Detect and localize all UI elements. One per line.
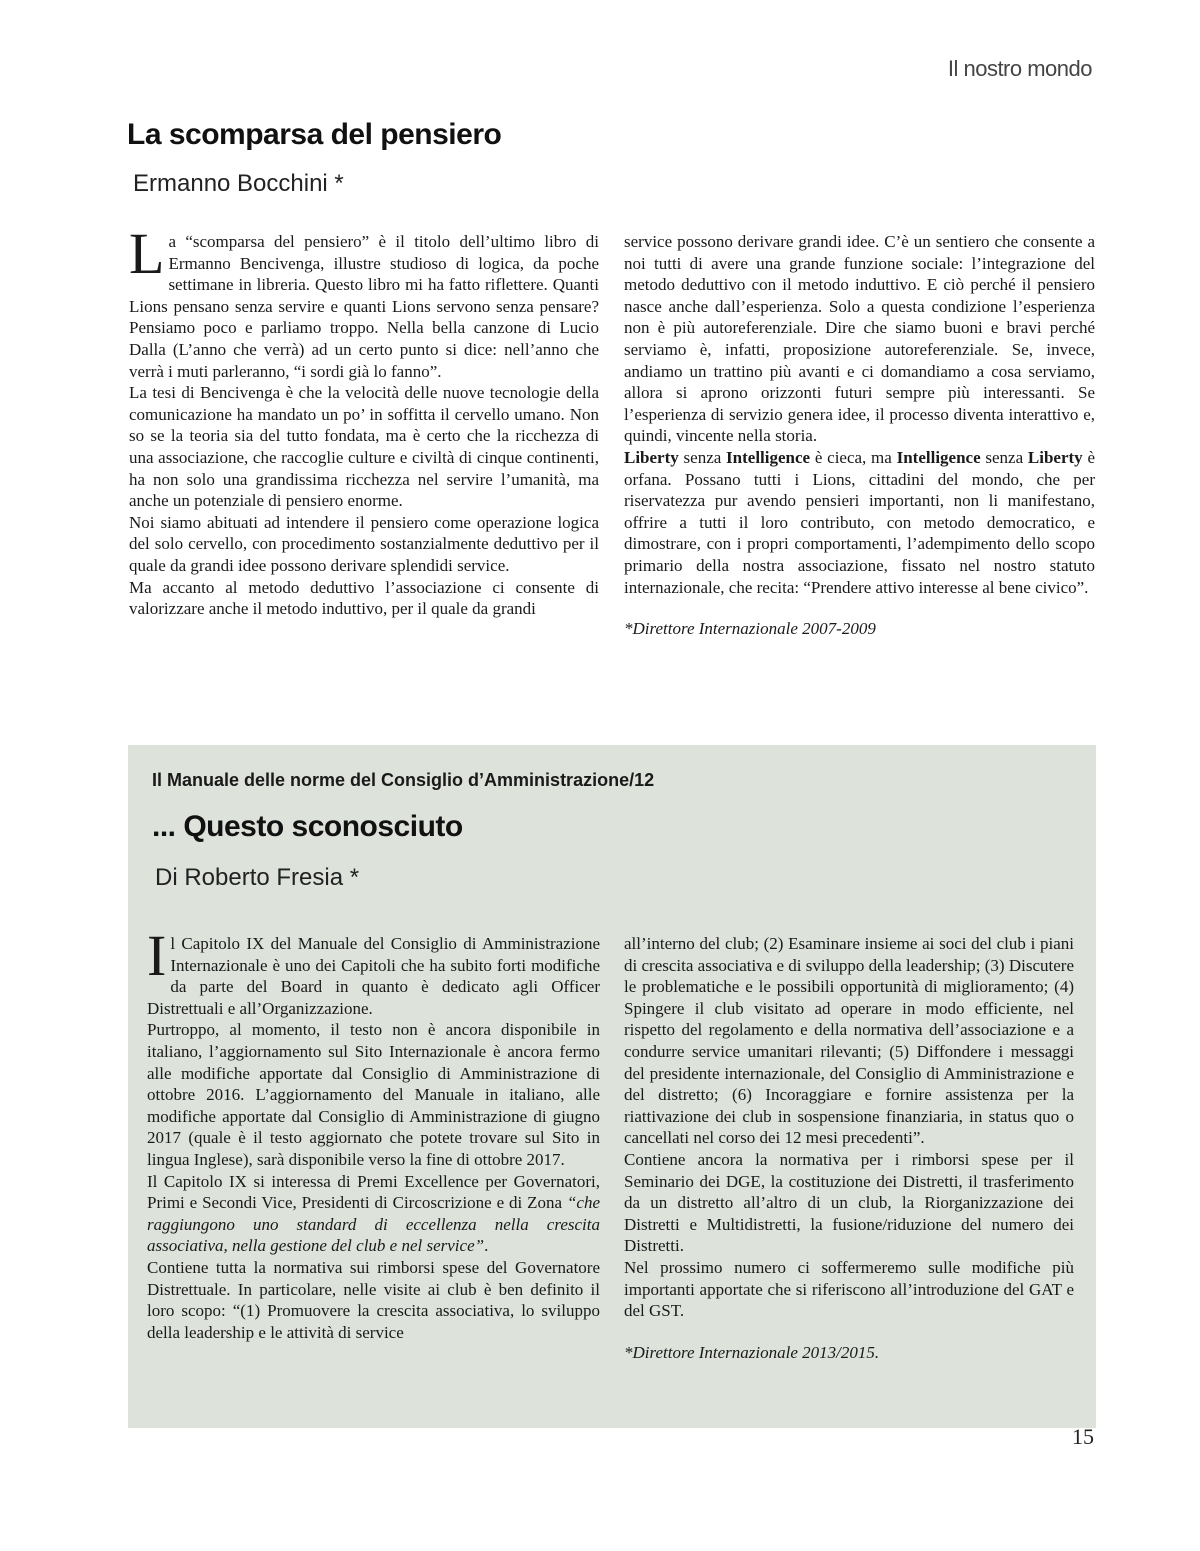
drop-cap: I — [147, 923, 167, 988]
paragraph: Nel prossimo numero ci soffermeremo sulle modifiche più importanti apportate che si riferiscono all’introduzione del GAT e del GST. — [624, 1257, 1074, 1321]
author-note: *Direttore Internazionale 2013/2015. — [624, 1342, 880, 1362]
box-author: Di Roberto Fresia * — [155, 864, 360, 891]
section-label: Il nostro mondo — [947, 56, 1092, 81]
paragraph: Il Capitolo IX del Manuale del Consiglio di Amministrazione Internazionale è uno dei Capitoli che ha subito forti modifiche da parte del Board in quanto è dedicato agli Officer Distrettuali e all’Organizzazione. — [147, 923, 600, 1018]
paragraph: Liberty senza Intelligence è cieca, ma Intelligence senza Liberty è orfana. Possano tutti i Lions, cittadini del mondo, che per riservatezza pur avendo pensieri importanti, non li manifestano, offrire a tutti il loro contributo, con metodo democratico, e dimostrare, con i propri comportamenti, l’adempimento dello scopo primario della nostra associazione, fissato nel nostro statuto internazionale, che recita: “Prendere attivo interesse al bene civico”. — [624, 447, 1095, 597]
drop-cap: L — [129, 221, 165, 286]
box-column-right — [624, 933, 1074, 1363]
article-column-right — [624, 231, 1095, 640]
paragraph: Contiene tutta la normativa sui rimborsi spese del Governatore Distrettuale. In particolare, nelle visite ai club è ben definito il loro scopo: “(1) Promuovere la crescita associativa, lo sviluppo della leadership e le attività di service — [147, 1257, 600, 1342]
author-note: *Direttore Internazionale 2007-2009 — [624, 619, 876, 639]
paragraph: Ma accanto al metodo deduttivo l’associazione ci consente di valorizzare anche il metodo induttivo, per il quale da grandi — [129, 577, 599, 619]
paragraph: Contiene ancora la normativa per i rimborsi spese per il Seminario dei DGE, la costituzione dei Distretti, il trasferimento da un distretto all’altro di un club, la Riorganizzazione dei Distretti e Multidistretti, la fusione/riduzione del numero dei Distretti. — [624, 1149, 1074, 1256]
paragraph: La “scomparsa del pensiero” è il titolo dell’ultimo libro di Ermanno Bencivenga, illustre studioso di logica, da poche settimane in libreria. Questo libro mi ha fatto riflettere. Quanti Lions pensano senza servire e quanti Lions servono senza pensare? Pensiamo poco e parliamo troppo. Nella bella canzone di Lucio Dalla (L’anno che verrà) ad un certo punto si dice: nell’anno che verrà i muti parleranno, “i sordi già lo fanno”. — [129, 221, 599, 381]
article-title: La scomparsa del pensiero — [127, 118, 502, 151]
paragraph: Il Capitolo IX si interessa di Premi Excellence per Governatori, Primi e Secondi Vice, Presidenti di Circoscrizione e di Zona “che raggiungono uno standard di eccellenza nella crescita associativa, nella gestione del club e nel service”. — [147, 1171, 600, 1256]
box-kicker: Il Manuale delle norme del Consiglio d’Amministrazione/12 — [152, 770, 655, 790]
paragraph: La tesi di Bencivenga è che la velocità delle nuove tecnologie della comunicazione ha mandato un po’ in soffitta il cervello umano. Non so se la teoria sia del tutto fondata, ma è certo che la ricchezza di una associazione, che raccoglie culture e civiltà di cinque continenti, ha non solo una grandissima ricchezza nel servire l’umanità, ma anche un potenziale di pensiero enorme. — [129, 383, 599, 511]
article-column-left — [129, 221, 599, 620]
paragraph: all’interno del club; (2) Esaminare insieme ai soci del club i piani di crescita associativa e di sviluppo della leadership; (3) Discutere le problematiche e le possibili opportunità di miglioramento; (4) Spingere il club visitato ad operare in modo efficiente, nel rispetto del regolamento e della normativa dell’associazione e a condurre service umanitari rilevanti; (5) Diffondere i messaggi del presidente internazionale, del Consiglio di Amministrazione e del distretto; (6) Incoraggiare e fornire assistenza per la riattivazione dei club in sospensione finanziaria, in status quo o cancellati nel corso dei 12 mesi precedenti”. — [624, 934, 1074, 1148]
paragraph: Noi siamo abituati ad intendere il pensiero come operazione logica del solo cervello, con procedimento sostanzialmente deduttivo per il quale da grandi idee possono derivare splendidi service. — [129, 512, 599, 575]
paragraph: service possono derivare grandi idee. C’è un sentiero che consente a noi tutti di avere una grande funzione sociale: l’integrazione del metodo deduttivo con il metodo induttivo. E ciò perché il pensiero nasce anche dall’esperienza. Solo a questa condizione l’esperienza non è più autoreferenziale. Dire che siamo buoni e bravi perché serviamo è, infatti, proposizione autoreferenziale. Se, invece, andiamo un trattino più avanti e ci domandiamo a cosa serviamo, allora si aprono orizzonti futuri sempre più interessanti. Se l’esperienza di servizio genera idee, il processo diventa interattivo e, quindi, vincente nella storia. — [624, 232, 1095, 446]
box-column-left — [147, 923, 600, 1343]
box-title: ... Questo sconosciuto — [152, 810, 463, 843]
page-number: 15 — [1072, 1424, 1094, 1449]
paragraph: Purtroppo, al momento, il testo non è ancora disponibile in italiano, l’aggiornamento sul Sito Internazionale è ancora fermo alle modifiche apportate dal Consiglio di Amministrazione di ottobre 2016. L’aggiornamento del Manuale in italiano, alle modifiche apportate dal Consiglio di Amministrazione di giugno 2017 (quale è il testo aggiornato che potete trovare sul Sito in lingua Inglese), sarà disponibile verso la fine di ottobre 2017. — [147, 1020, 600, 1169]
article-author: Ermanno Bocchini * — [133, 170, 344, 197]
